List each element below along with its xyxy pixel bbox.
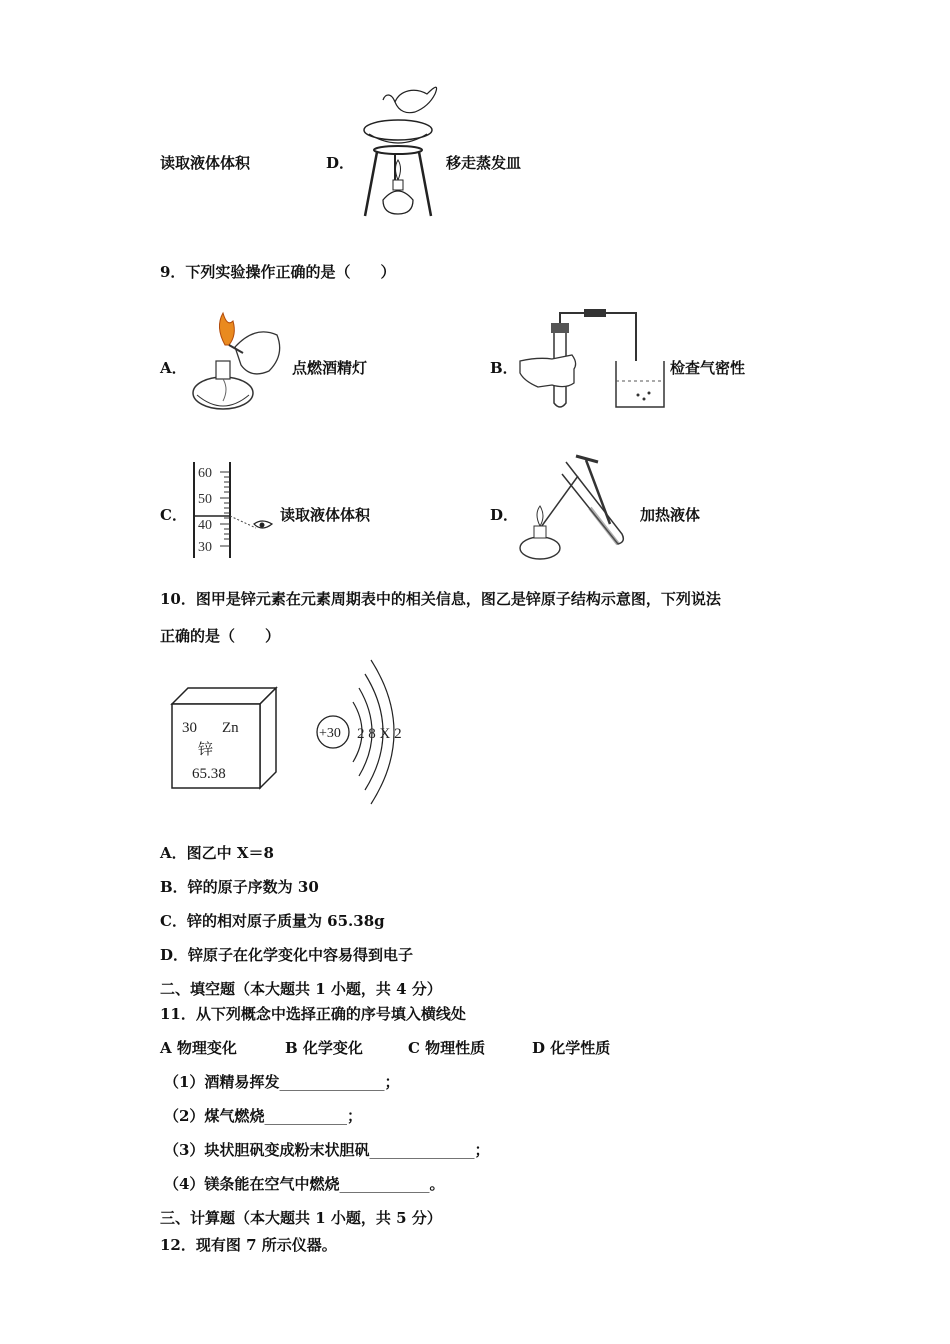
cylinder-tick-50: 50 — [198, 492, 212, 507]
q10-option-d: D．锌原子在化学变化中容易得到电子 — [160, 946, 414, 964]
cylinder-tick-30: 30 — [198, 540, 212, 555]
q8-option-d-text: 移走蒸发皿 — [446, 154, 522, 172]
q8-option-d-letter: D． — [326, 154, 355, 172]
q11-item-2-text: （2）煤气燃烧 — [164, 1107, 265, 1125]
q11-item-2 — [164, 1105, 362, 1126]
q11-item-1-blank[interactable]: ______________ — [279, 1073, 385, 1091]
q11-item-3 — [164, 1139, 489, 1160]
concept-d: D 化学性质 — [532, 1039, 611, 1057]
q11-item-1 — [164, 1071, 399, 1092]
q9-stem: 9．下列实验操作正确的是（ ） — [160, 263, 396, 281]
element-atomic-mass: 65.38 — [192, 766, 226, 782]
q11-stem: 11．从下列概念中选择正确的序号填入横线处 — [160, 1005, 466, 1023]
element-symbol: Zn — [222, 720, 239, 736]
concept-c: C 物理性质 — [408, 1039, 486, 1057]
q11-item-4-end: 。 — [429, 1175, 445, 1193]
q10-stem-line2: 正确的是（ ） — [160, 627, 281, 645]
zinc-atom-structure — [315, 658, 425, 803]
q11-item-3-end: ； — [474, 1141, 490, 1159]
concept-b: B 化学变化 — [285, 1039, 363, 1057]
concept-a: A 物理变化 — [160, 1039, 237, 1057]
element-atomic-number: 30 — [182, 720, 197, 736]
q11-item-2-end: ； — [346, 1107, 362, 1125]
atom-nucleus: +30 — [319, 726, 341, 741]
alcohol-lamp-lighting-figure — [185, 305, 285, 415]
zinc-element-card — [170, 686, 280, 790]
q9-option-b-text: 检查气密性 — [670, 359, 746, 377]
q11-item-1-end: ； — [384, 1073, 400, 1091]
q10-option-b: B．锌的原子序数为 30 — [160, 878, 319, 896]
q11-item-2-blank[interactable]: ___________ — [264, 1107, 347, 1125]
heating-liquid-figure — [514, 452, 634, 562]
q9-option-d-text: 加热液体 — [640, 506, 701, 524]
q12-stem: 12．现有图 7 所示仪器。 — [160, 1236, 337, 1254]
element-name: 锌 — [198, 740, 214, 758]
q11-item-4 — [164, 1173, 444, 1194]
measuring-cylinder-figure — [190, 460, 280, 560]
q9-option-a-letter: A． — [160, 359, 187, 377]
q9-option-a-text: 点燃酒精灯 — [292, 359, 368, 377]
q9-option-b-letter: B． — [490, 359, 518, 377]
evaporating-dish-figure — [355, 82, 445, 222]
cylinder-tick-40: 40 — [198, 518, 212, 533]
section2-title: 二、填空题（本大题共 1 小题，共 4 分） — [160, 980, 442, 998]
section3-title: 三、计算题（本大题共 1 小题，共 5 分） — [160, 1209, 442, 1227]
q10-option-a: A．图乙中 X＝8 — [160, 844, 274, 862]
q9-option-d-letter: D． — [490, 506, 519, 524]
q9-option-c-letter: C． — [160, 506, 187, 524]
atom-shell-electrons: 2 8 X 2 — [357, 726, 402, 742]
q9-option-c-text: 读取液体体积 — [280, 506, 371, 524]
q11-item-3-text: （3）块状胆矾变成粉末状胆矾 — [164, 1141, 370, 1159]
q8-option-c-label: 读取液体体积 — [160, 154, 251, 172]
q10-stem-line1: 10．图甲是锌元素在元素周期表中的相关信息，图乙是锌原子结构示意图，下列说法 — [160, 590, 721, 608]
cylinder-tick-60: 60 — [198, 466, 212, 481]
q11-item-4-blank[interactable]: ____________ — [339, 1175, 430, 1193]
q11-item-4-text: （4）镁条能在空气中燃烧 — [164, 1175, 340, 1193]
q11-item-3-blank[interactable]: ______________ — [369, 1141, 475, 1159]
airtightness-check-figure — [518, 303, 668, 415]
q10-option-c: C．锌的相对原子质量为 65.38g — [160, 912, 385, 930]
q11-item-1-text: （1）酒精易挥发 — [164, 1073, 280, 1091]
